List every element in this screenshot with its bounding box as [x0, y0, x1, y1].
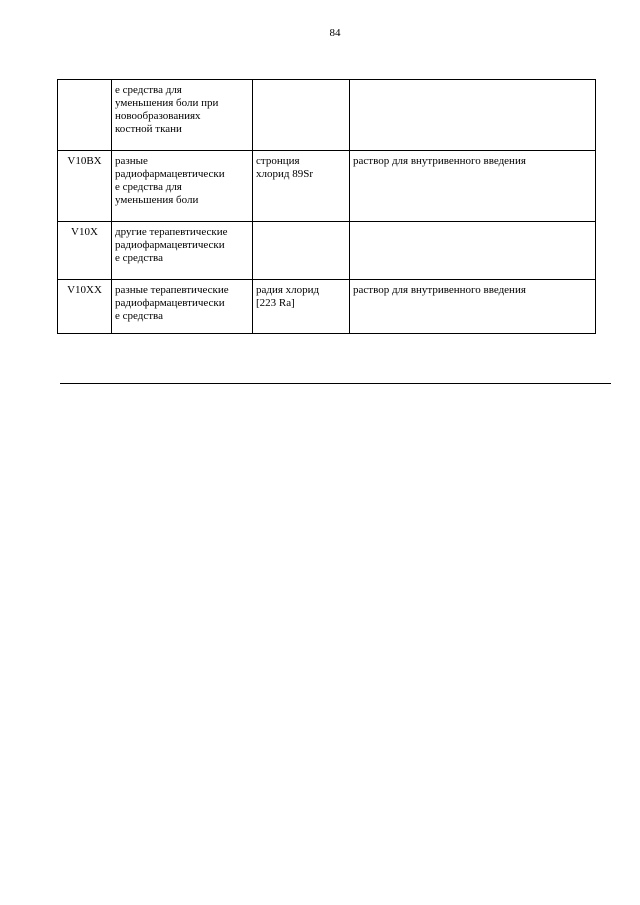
drug-table — [57, 79, 596, 334]
atc-code-cell: V10XX — [58, 280, 112, 334]
dosage-form-cell: раствор для внутривенного введения — [350, 151, 596, 222]
table-row — [58, 151, 596, 222]
table-row — [58, 80, 596, 151]
table-row — [58, 280, 596, 334]
dosage-form-cell — [350, 222, 596, 280]
drug-name-cell — [253, 222, 350, 280]
pharmacological-group-cell: разные радиофармацевтически е средства для уменьшения боли — [112, 151, 253, 222]
drug-name-cell: радия хлорид [223 Ra] — [253, 280, 350, 334]
footer-divider — [60, 383, 611, 384]
atc-code-cell — [58, 80, 112, 151]
table-row — [58, 222, 596, 280]
drug-name-cell — [253, 80, 350, 151]
atc-code-cell: V10BX — [58, 151, 112, 222]
drug-name-cell: стронция хлорид 89Sr — [253, 151, 350, 222]
pharmacological-group-cell: е средства для уменьшения боли при новообразованиях костной ткани — [112, 80, 253, 151]
dosage-form-cell — [350, 80, 596, 151]
pharmacological-group-cell: разные терапевтические радиофармацевтически е средства — [112, 280, 253, 334]
dosage-form-cell: раствор для внутривенного введения — [350, 280, 596, 334]
pharmacological-group-cell: другие терапевтические радиофармацевтически е средства — [112, 222, 253, 280]
page-number: 84 — [329, 27, 341, 39]
atc-code-cell: V10X — [58, 222, 112, 280]
